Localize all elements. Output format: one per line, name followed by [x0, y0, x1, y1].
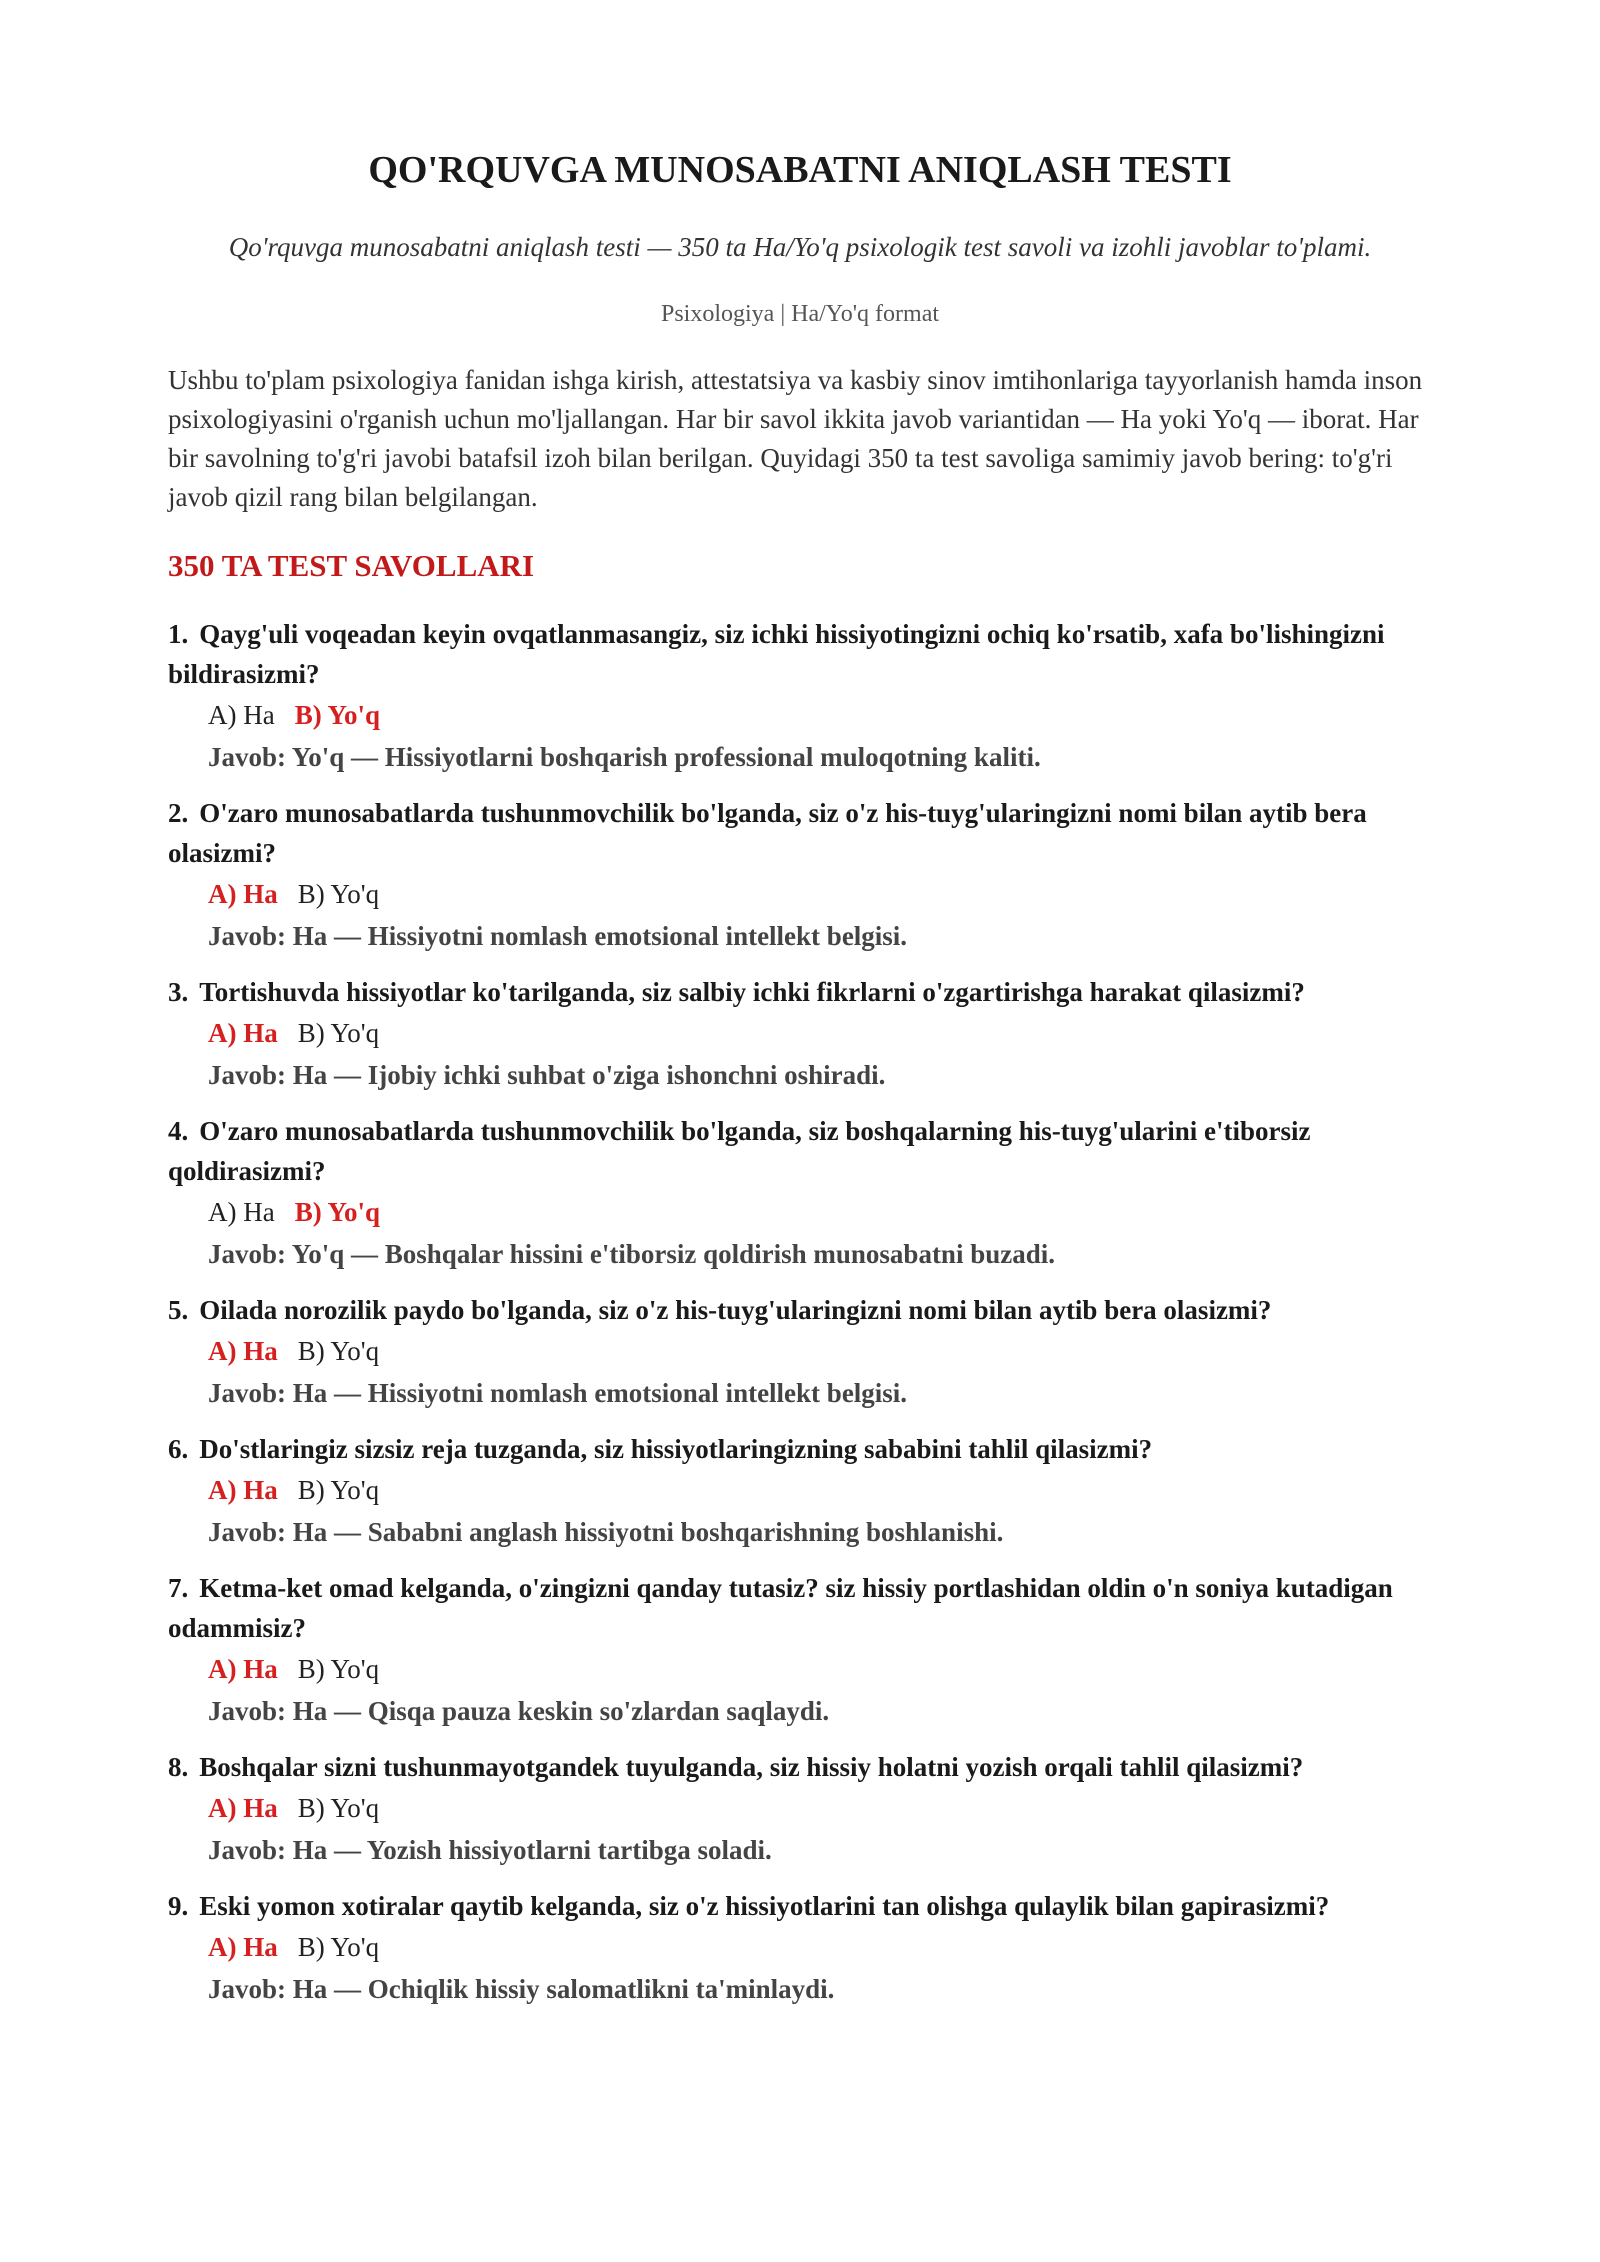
question-item [168, 1429, 1468, 1553]
question-text [168, 972, 1468, 1012]
question-text [168, 1429, 1468, 1469]
question-text [168, 1568, 1468, 1648]
question-item [168, 614, 1468, 778]
question-number: 4. [168, 1116, 189, 1146]
option-a: A) Ha [208, 1793, 278, 1823]
answer-explanation: Javob: Ha — Ijobiy ichki suhbat o'ziga ishonchni oshiradi. [208, 1060, 886, 1090]
question-label: Eski yomon xotiralar qaytib kelganda, siz o'z hissiyotlarini tan olishga qulaylik bilan gapirasizmi? [199, 1891, 1330, 1921]
option-a: A) Ha [208, 1932, 278, 1962]
question-number: 9. [168, 1891, 189, 1921]
option-b: B) Yo'q [297, 1793, 380, 1823]
question-text [168, 1111, 1468, 1191]
option-a: A) Ha [208, 700, 275, 730]
option-b: B) Yo'q [297, 1336, 380, 1366]
option-b: B) Yo'q [297, 1654, 380, 1684]
document-meta: Psixologiya | Ha/Yo'q format [660, 301, 940, 327]
question-label: Oilada norozilik paydo bo'lganda, siz o'z his-tuyg'ularingizni nomi bilan aytib bera olasizmi? [199, 1295, 1272, 1325]
question-item [168, 1747, 1468, 1871]
option-a: A) Ha [208, 879, 278, 909]
question-item [168, 972, 1468, 1096]
answer-options [168, 873, 1468, 915]
answer-explanation: Javob: Yo'q — Hissiyotlarni boshqarish professional muloqotning kaliti. [208, 742, 1041, 772]
question-label: Ketma-ket omad kelganda, o'zingizni qanday tutasiz? siz hissiy portlashidan oldin o'n soniya kutadigan odammisiz? [168, 1573, 1393, 1643]
question-item [168, 1568, 1468, 1732]
option-a: A) Ha [208, 1336, 278, 1366]
answer-options [168, 1926, 1468, 1968]
answer-options [168, 1012, 1468, 1054]
question-number: 8. [168, 1752, 189, 1782]
question-text [168, 1747, 1468, 1787]
answer-options [168, 694, 1468, 736]
option-b: B) Yo'q [297, 1018, 380, 1048]
option-a: A) Ha [208, 1475, 278, 1505]
question-number: 2. [168, 798, 189, 828]
answer-explanation: Javob: Ha — Sababni anglash hissiyotni boshqarishning boshlanishi. [208, 1517, 1004, 1547]
answer-options [168, 1648, 1468, 1690]
intro-paragraph: Ushbu to'plam psixologiya fanidan ishga kirish, attestatsiya va kasbiy sinov imtihonlariga tayyorlanish hamda inson psixologiyasini o'rganish uchun mo'ljallangan. Har bir savol ikkita javob variantidan — Ha yoki Yo'q — iborat. Har bir savolning to'g'ri javobi batafsil izoh bilan berilgan. Quyidagi 350 ta test savoliga samimiy javob bering: to'g'ri javob qizil rang bilan belgilangan. [168, 365, 1423, 512]
question-text [168, 1886, 1468, 1926]
option-a: A) Ha [208, 1654, 278, 1684]
option-b: B) Yo'q [297, 879, 380, 909]
option-b: B) Yo'q [294, 1197, 381, 1227]
option-b: B) Yo'q [294, 700, 381, 730]
option-b: B) Yo'q [297, 1475, 380, 1505]
question-item [168, 1886, 1468, 2010]
answer-options [168, 1787, 1468, 1829]
question-item [168, 1290, 1468, 1414]
question-number: 7. [168, 1573, 189, 1603]
question-number: 1. [168, 619, 189, 649]
question-text [168, 1290, 1468, 1330]
question-number: 3. [168, 977, 189, 1007]
question-text [168, 793, 1468, 873]
question-list [168, 614, 1468, 2025]
question-label: Tortishuvda hissiyotlar ko'tarilganda, siz salbiy ichki fikrlarni o'zgartirishga harakat qilasizmi? [199, 977, 1305, 1007]
document-subtitle: Qo'rquvga munosabatni aniqlash testi — 350 ta Ha/Yo'q psixologik test savoli va izohli javoblar to'plami. [228, 232, 1372, 262]
option-b: B) Yo'q [297, 1932, 380, 1962]
question-label: Do'stlaringiz sizsiz reja tuzganda, siz hissiyotlaringizning sababini tahlil qilasizmi? [199, 1434, 1153, 1464]
section-title: 350 TA TEST SAVOLLARI [168, 548, 535, 583]
question-label: O'zaro munosabatlarda tushunmovchilik bo'lganda, siz o'z his-tuyg'ularingizni nomi bilan aytib bera olasizmi? [168, 798, 1367, 868]
question-number: 5. [168, 1295, 189, 1325]
answer-explanation: Javob: Ha — Hissiyotni nomlash emotsional intellekt belgisi. [208, 1378, 908, 1408]
option-a: A) Ha [208, 1018, 278, 1048]
answer-explanation: Javob: Ha — Yozish hissiyotlarni tartibga soladi. [208, 1835, 772, 1865]
question-label: Qayg'uli voqeadan keyin ovqatlanmasangiz, siz ichki hissiyotingizni ochiq ko'rsatib, xafa bo'lishingizni bildirasizmi? [168, 619, 1385, 689]
answer-explanation: Javob: Ha — Ochiqlik hissiy salomatlikni ta'minlaydi. [208, 1974, 835, 2004]
answer-options [168, 1469, 1468, 1511]
question-item [168, 793, 1468, 957]
document-title: QO'RQUVGA MUNOSABATNI ANIQLASH TESTI [368, 149, 1232, 191]
answer-explanation: Javob: Ha — Hissiyotni nomlash emotsional intellekt belgisi. [208, 921, 908, 951]
question-number: 6. [168, 1434, 189, 1464]
answer-explanation: Javob: Ha — Qisqa pauza keskin so'zlardan saqlaydi. [208, 1696, 830, 1726]
answer-options [168, 1330, 1468, 1372]
question-label: O'zaro munosabatlarda tushunmovchilik bo'lganda, siz boshqalarning his-tuyg'ularini e'tiborsiz qoldirasizmi? [168, 1116, 1311, 1186]
question-text [168, 614, 1468, 694]
question-label: Boshqalar sizni tushunmayotgandek tuyulganda, siz hissiy holatni yozish orqali tahlil qilasizmi? [199, 1752, 1304, 1782]
answer-options [168, 1191, 1468, 1233]
option-a: A) Ha [208, 1197, 275, 1227]
question-item [168, 1111, 1468, 1275]
answer-explanation: Javob: Yo'q — Boshqalar hissini e'tiborsiz qoldirish munosabatni buzadi. [208, 1239, 1055, 1269]
